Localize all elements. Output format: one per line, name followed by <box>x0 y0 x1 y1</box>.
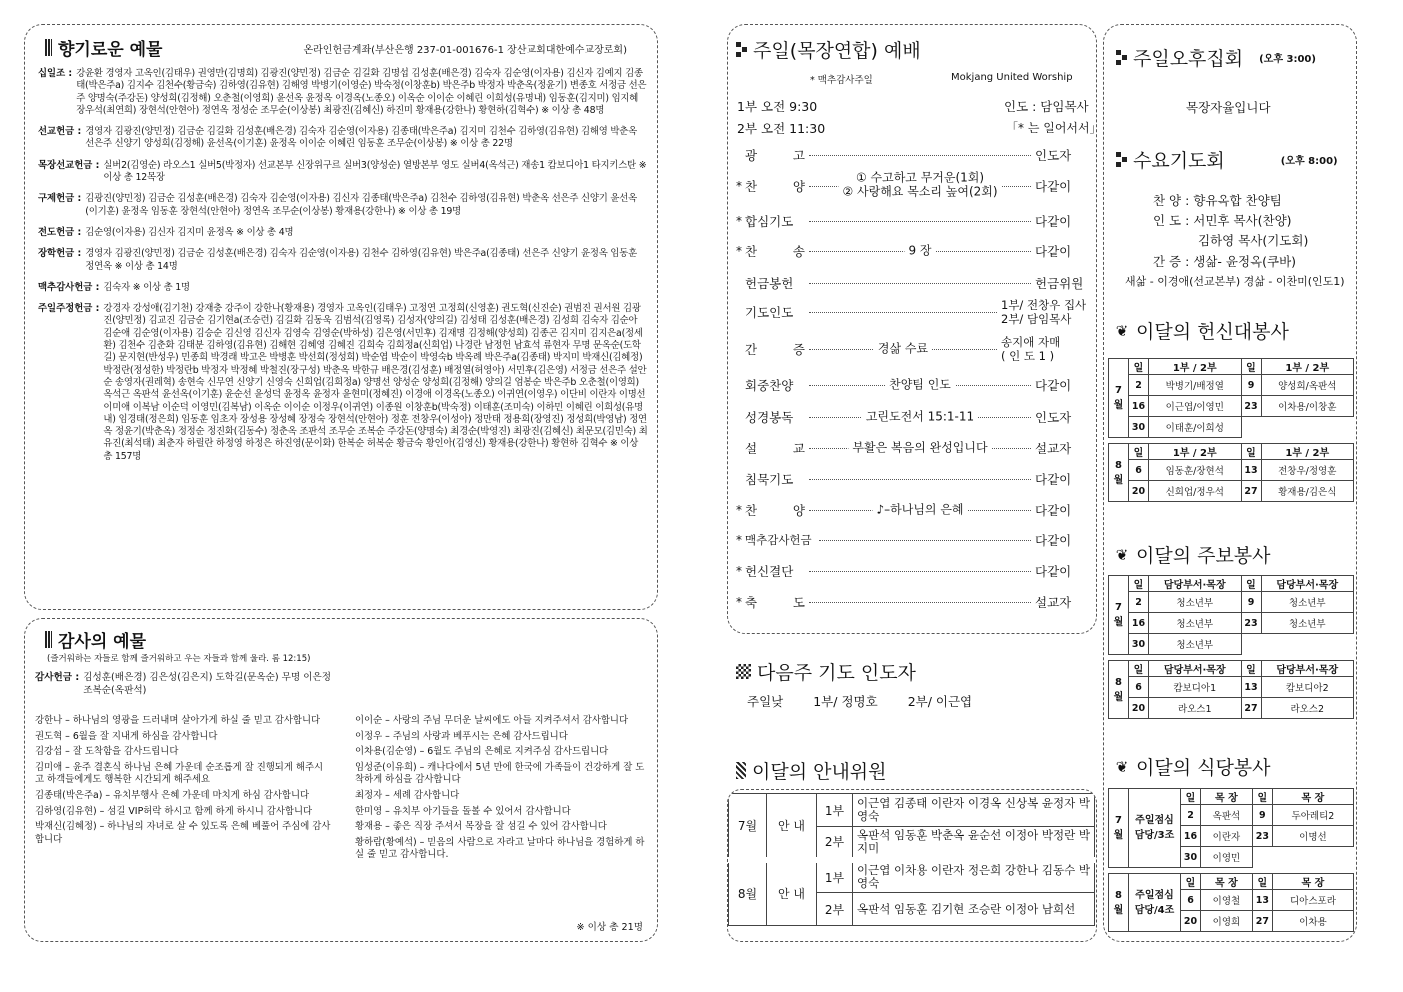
dotted-leader <box>809 312 997 313</box>
thanks-column-1 <box>35 715 331 849</box>
thanks-panel <box>24 618 658 942</box>
offering-names: 김숙자 ※ 이상 총 1명 <box>103 281 190 293</box>
schedule-name: 옥판석 <box>1201 805 1253 826</box>
schedule-header-cell: 담당부서·목장 <box>1149 661 1242 677</box>
thanks-offering: 감사헌금 : 김성훈(배은경) 김은성(김은지) 도학길(문옥순) 무명 이은정 조복순(옥판석) <box>35 672 332 696</box>
schedule-row <box>1109 375 1354 396</box>
worship-item-leader: 다같이 <box>1035 179 1072 194</box>
wednesday-praise: 찬 양 : 향유옥합 찬양팀 <box>1153 193 1282 208</box>
worship-item-name: 설 교 <box>745 441 805 456</box>
dedication-title: ❦ 이달의 헌신대봉사 <box>1115 321 1289 343</box>
worship-item <box>733 170 1089 199</box>
thanks-verse: (즐거워하는 자들로 함께 즐거워하고 우는 자들과 함께 울라. 롬 12:15) <box>47 654 311 664</box>
schedule-day: 20 <box>1129 481 1149 502</box>
worship-item-name: 간 증 <box>745 342 805 357</box>
guide-part: 2부 <box>817 893 853 926</box>
offering-label: 십일조 : <box>38 68 73 79</box>
schedule-header-cell: 일 <box>1181 874 1201 890</box>
schedule-row <box>1109 396 1354 417</box>
thanks-item: 이이순 – 사랑의 주님 무더운 날씨에도 아들 지켜주셔서 감사합니다 <box>355 715 629 726</box>
schedule-day: 20 <box>1129 698 1149 719</box>
schedule-day: 13 <box>1241 460 1261 481</box>
schedule-name: 이차용 <box>1272 911 1353 932</box>
guide-names: 옥판석 임동훈 김기현 조승란 이정아 남희선 <box>853 893 1095 926</box>
worship-item-leader: 설교자 <box>1035 441 1072 456</box>
category-line: 담당/3조 <box>1134 830 1175 841</box>
schedule-month <box>1109 661 1129 719</box>
thanks-item: 이정우 – 주님의 사랑과 베푸시는 은혜 감사드립니다 <box>355 730 568 742</box>
schedule-header-cell: 목 장 <box>1272 789 1353 805</box>
worship-item <box>733 438 1089 458</box>
schedule-name: 라오스2 <box>1261 698 1354 719</box>
worship-item-content: ♪–하나님의 은혜 <box>872 502 967 516</box>
schedule-header-cell: 일 <box>1252 874 1272 890</box>
offering-row <box>38 160 648 185</box>
schedule-name: 디아스포라 <box>1272 890 1353 911</box>
schedule-day: 9 <box>1241 375 1261 396</box>
worship-item <box>733 375 1089 395</box>
worship-item-name: 헌신결단 <box>745 564 794 579</box>
schedule-name: 라오스1 <box>1149 698 1242 719</box>
schedule-name: 이근엽/이영민 <box>1149 396 1242 417</box>
service-title: 주일(목장연합) 예배 <box>736 36 921 63</box>
schedule-name: 이영희 <box>1201 911 1253 932</box>
thanks-item: 황하람(황예석) – 믿음의 사람으로 자라고 날마다 하나님을 경험하게 하실 줄 믿고 감사합니다. <box>355 836 645 861</box>
worship-item-leader: 다같이 <box>1035 503 1072 518</box>
checker-icon <box>736 664 751 679</box>
schedule-name: 이란자 <box>1201 826 1253 847</box>
stand-mark: * <box>736 179 742 193</box>
offering-names: 김순영(이자용) 김신자 김지미 윤정옥 ※ 이상 총 4명 <box>85 226 294 238</box>
schedule-day <box>1241 417 1261 438</box>
worship-item-name: 찬 송 <box>745 244 805 259</box>
offering-row <box>38 126 648 151</box>
service-leader: 인도 : 담임목사 <box>1004 99 1089 114</box>
dotted-leader <box>809 602 1031 603</box>
schedule-row <box>1109 698 1354 719</box>
schedule-name <box>1272 847 1353 868</box>
schedule-day: 16 <box>1129 396 1149 417</box>
squares-icon <box>1116 152 1127 167</box>
thanks-item: 한미영 – 유치부 아기들을 돌볼 수 있어서 감사합니다 <box>355 805 571 817</box>
schedule-day: 20 <box>1181 911 1201 932</box>
offering-row <box>38 193 648 218</box>
dotted-leader <box>819 540 1031 541</box>
worship-item-leader: 인도자 <box>1035 148 1072 163</box>
offering-list <box>38 68 648 472</box>
dotted-leader <box>809 439 1031 454</box>
offering-row <box>38 68 648 117</box>
worship-item-name: 맥추감사헌금 <box>745 533 812 547</box>
worship-item-content: 9 장 <box>904 243 935 257</box>
thanks-item: 강한나 – 하나님의 영광을 드러내며 살아가게 하실 줄 믿고 감사합니다 <box>35 715 321 726</box>
stand-mark: * <box>736 595 742 609</box>
stand-note: 「* 는 일어서서」 <box>1006 121 1102 135</box>
schedule-name: 이차용/이창훈 <box>1261 396 1354 417</box>
worship-item-name: 침묵기도 <box>745 472 794 487</box>
worship-item-content: 찬양팀 인도 <box>885 377 955 391</box>
schedule-day: 13 <box>1252 890 1272 911</box>
dotted-leader <box>809 221 1031 222</box>
schedule-header-cell: 일 <box>1129 359 1149 375</box>
schedule-name: 황재용/김은식 <box>1261 481 1354 502</box>
guide-row <box>729 794 1095 827</box>
schedule-day: 9 <box>1252 805 1272 826</box>
worship-item-leader: 다같이 <box>1035 378 1072 393</box>
schedule-day: 6 <box>1129 677 1149 698</box>
worship-item-leader: 1부/ 전창우 집사 2부/ 담임목사 <box>1001 298 1087 326</box>
service-time-1: 1부 오전 9:30 <box>737 99 818 114</box>
guide-row <box>729 860 1095 893</box>
weekly-title: ❦ 이달의 주보봉사 <box>1115 545 1271 567</box>
schedule-header-cell: 일 <box>1241 576 1261 592</box>
schedule-day <box>1252 847 1272 868</box>
bar-icon <box>45 631 52 648</box>
worship-item <box>733 530 1089 550</box>
offering-names: 강윤환 경영자 고옥인(김태우) 권영만(김명희) 김광진(양민정) 김금순 김길화 김명섭 김성훈(배은경) 김숙자 김순영(이자용) 김신자 김예지 김종태(박은주a) 김지수 김천수(황금숙) 김하영(김유현) 김해영 박병기(이영순) 박숙정(이창훈b) 박은주b 박정자 박춘옥(정윤기) 변종호 서정금 선은주 양명숙(주강돈) 양성희(김정해) 오춘철(이영희) 윤선옥 윤정옥 이경옥(노종오) 이옥순 이이순 이혜린 이희성(유명내) 임동훈(김지미) 임지혜 장우석(최연희) 장현석(안현아) 정연옥 정성순 조무순(이상봉) 최광진(김혜신) 하진미 황재용(강한나) 황현하(김혁수) ※ 이상 총 48명 <box>76 68 647 116</box>
stand-mark: * <box>736 533 742 547</box>
schedule-header-cell: 1부 / 2부 <box>1149 359 1242 375</box>
stand-mark: * <box>736 214 742 228</box>
schedule-name: 이영민 <box>1201 847 1253 868</box>
offering-names: 김광진(양민정) 김금순 김성훈(배은경) 김숙자 김순영(이자용) 김신자 김종태(박은주a) 김천수 김하영(김유현) 박춘옥 선은주 신양기 윤선옥(이기훈) 윤정옥 임동훈 장현석(안현아) 정연옥 조무순(이상봉) 황재용(강한나) ※ 이상 총 19명 <box>85 193 637 217</box>
offering-label: 전도헌금 : <box>38 226 82 238</box>
worship-item <box>733 298 1089 326</box>
thanks-column-2 <box>355 715 649 865</box>
worship-item <box>733 500 1089 520</box>
schedule-header-cell: 일 <box>1181 789 1201 805</box>
service-english: Mokjang United Worship <box>951 72 1073 83</box>
schedule-month <box>1109 444 1129 502</box>
heart-icon: ❦ <box>1115 545 1129 564</box>
dotted-leader <box>809 155 1031 156</box>
offering-label: 구제헌금 : <box>38 193 82 205</box>
stand-mark: * <box>736 564 742 578</box>
dotted-leader <box>809 479 1031 480</box>
worship-item-name: 기도인도 <box>745 305 794 320</box>
worship-item <box>733 335 1089 363</box>
schedule-header-cell: 1부 / 2부 <box>1261 444 1354 460</box>
wednesday-leader-2: 김하영 목사(기도회) <box>1198 233 1309 248</box>
worship-item-leader: 다같이 <box>1035 472 1072 487</box>
schedule-day: 16 <box>1181 826 1201 847</box>
offering-names: 실버2(김영순) 라오스1 실버5(박정자) 선교본부 신장위구르 실버3(양성순) 열방본부 영도 실버4(옥석근) 재송1 캄보디아1 타지키스탄 ※ 이상 총 12목장 <box>103 159 647 184</box>
thanks-item: 김강섭 – 잘 도착함을 감사드립니다 <box>35 746 179 758</box>
schedule-day: 6 <box>1181 890 1201 911</box>
thanks-item: 김하영(김유현) – 섬길 VIP허락 하시고 함께 하게 하시니 감사합니다 <box>35 805 313 817</box>
schedule-name <box>1261 634 1354 655</box>
schedule-name: 이태훈/이희성 <box>1149 417 1242 438</box>
schedule-month <box>1109 576 1129 655</box>
worship-item-name: 찬 양 <box>745 503 805 518</box>
afternoon-title: 주일오후집회 (오후 3:00) <box>1116 44 1316 71</box>
worship-item <box>733 469 1089 489</box>
offerings-panel <box>24 24 658 610</box>
thanks-item: 임성준(이유희) – 캐나다에서 5년 만에 한국에 가족들이 건강하게 잘 도착하게 하심을 감사합니다 <box>355 761 645 786</box>
offerings-title: 향기로운 예물 <box>45 35 162 60</box>
service-subtitle: * 맥추감사주일 <box>810 75 873 86</box>
schedule-header <box>1109 661 1354 677</box>
offering-row <box>38 248 648 273</box>
heart-icon: ❦ <box>1115 757 1129 776</box>
schedule-name: 신희업/정우석 <box>1149 481 1242 502</box>
schedule-header-cell: 일 <box>1241 444 1261 460</box>
offering-names: 강경자 강성애(김기천) 강재충 강주이 강한나(황재용) 경영자 고옥인(김태우) 고정연 고정희(신영훈) 권도혁(신진순) 권범진 권서원 김광진(양민정) 김교진 김금순 김기현a(조승런) 김길화 김동욱 김범석(김영록) 김성자(양의길) 김성태 김성훈(배은경) 김성희 김숙자 김순아 김순애 김순영(이자용) 김승순 김신영 김신자 김영숙 김영순(박하성) 김은영(서민후) 김재명 김정해(양성희) 김종곤 김지미 김지은a(정세환) 김천수 김춘화 김태분 김하영(김유현) 김해현 김혜영 김혜진 김희숙 김희정a(신희업) 나경란 남정헌 남효석 류현자 무명 문옥순(도학길) 문지현(반성우) 민종희 박경래 박고은 박병훈 박선희(정성희) 박순엽 박순이 박영숙b 박옥례 박은주a(김종태) 박지미 박재신(김혜정) 박정란(정성한) 박정란b 박정자 박정혜 박철진(장구성) 박춘옥 박한규 배은경(김성훈) 배정열(허영아) 서민후(김은영) 서정금 선은주 설안순 송영자(권레혁) 송현숙 신무연 신양기 신영숙 신희업(김희정a) 양명선 양성순 양성희(김정해) 양의길 엄봉순 박은주b 오춘철(이영희) 옥석근 옥판석 윤선옥(이기훈) 윤순선 윤성덕 윤정옥 윤정자 윤현미(정혜진) 이경애 이경옥(노종오) 이귀연(이영우) 이단비 이란자 이명선 이미애 이복남 이순덕 이영민(김복남) 이옥순 이이순 이정우(이귀연) 이종원 이창훈b(박숙정) 이태훈(조미숙) 이하민 이혜린 이희성(유명내) 임경태(정은희) 임동훈 임초자 장성용 장성혜 장정숙 장현석(안현아) 정훈 전창우(이성아) 정만태 정용희(장영진) 정성희(박영남) 정연옥 정윤기(박춘옥) 정정순 정진화(김동수) 정춘옥 조판석 조무순 조복순 주강돈(양명숙) 최경순(박영진) 최광진(김혜신) 최문모(김민숙) 최유진(최석태) 최춘자 하릴란 하정영 하정은 하진영(문이화) 한복순 허복순 황금숙 황인아(김영신) 황재용(강한나) 황현하 김혁수 ※ 이상 총 157명 <box>103 303 648 462</box>
worship-item-leader: 다같이 <box>1035 533 1072 548</box>
month-label: 7 월 <box>1113 815 1124 841</box>
offering-row <box>38 303 648 463</box>
dotted-leader <box>809 340 997 355</box>
guide-names: 이근엽 김종태 이란자 이경옥 신상복 윤정자 박영숙 <box>853 794 1095 827</box>
schedule-name: 이영철 <box>1201 890 1253 911</box>
schedule-name <box>1261 417 1354 438</box>
schedule-row <box>1109 613 1354 634</box>
schedule-day: 16 <box>1129 613 1149 634</box>
schedule-day: 30 <box>1129 634 1149 655</box>
worship-item <box>733 211 1089 231</box>
guide-names: 옥판석 임동훈 박춘옥 윤순선 이정아 박정란 박지미 <box>853 827 1095 860</box>
worship-item-name: 성경봉독 <box>745 410 794 425</box>
schedule-day: 27 <box>1241 698 1261 719</box>
schedule-header-cell: 담당부서·목장 <box>1261 661 1354 677</box>
thanks-item: 이차용(김순영) – 6월도 주님의 은혜로 지켜주심 감사드립니다 <box>355 746 609 758</box>
account-info: 온라인헌금계좌(부산은행 237-01-001676-1 장산교회대한예수교장로회) <box>303 45 627 56</box>
thanks-item: 박재신(김혜정) – 하나님의 자녀로 살 수 있도록 은혜 베풀어 주심에 감사합니다 <box>35 821 331 845</box>
category-line: 주일점심 <box>1135 815 1174 826</box>
schedule-day: 23 <box>1241 396 1261 417</box>
worship-item-name: 축 도 <box>745 595 805 610</box>
month-label: 7 월 <box>1113 385 1124 411</box>
thanks-item: 황재용 – 좋은 직장 주셔서 목장을 잘 섬길 수 있어 감사합니다 <box>355 821 607 833</box>
hatch-icon <box>736 762 746 779</box>
offering-names: 경영자 김광진(양민정) 김금순 김길화 김성훈(배은경) 김숙자 김순영(이자용) 김종태(박은주a) 김지미 김천수 김하영(김유현) 김해영 박춘옥 선은주 신양기 양성희(김정해) 윤선옥(이기훈) 윤정옥 이이순 이혜린 임동훈 조무순(이상봉) ※ 이상 총 22명 <box>85 126 637 150</box>
worship-item-leader: 설교자 <box>1035 595 1072 610</box>
wednesday-testimony-2: 새삶 - 이경애(선교본부) 경삶 - 이찬미(인도1) <box>1125 275 1345 288</box>
meal-table <box>1108 788 1354 932</box>
squares-icon <box>1116 50 1127 65</box>
guides-table <box>728 793 1095 926</box>
schedule-name: 청소년부 <box>1261 613 1354 634</box>
schedule-day: 27 <box>1252 911 1272 932</box>
schedule-header <box>1109 874 1354 890</box>
guide-month: 8월 <box>729 860 767 926</box>
schedule-day: 13 <box>1241 677 1261 698</box>
thanks-total: ※ 이상 총 21명 <box>576 922 643 933</box>
dotted-leader <box>809 408 1031 423</box>
month-label: 8 월 <box>1113 676 1124 703</box>
guides-title: 이달의 안내위원 <box>736 757 887 784</box>
offering-row <box>38 282 648 294</box>
schedule-header-cell: 일 <box>1241 661 1261 677</box>
worship-item-name: 회중찬양 <box>745 378 794 393</box>
worship-item <box>733 273 1089 293</box>
schedule-header-cell: 일 <box>1129 444 1149 460</box>
heart-icon: ❦ <box>1115 321 1129 340</box>
guide-part: 1부 <box>817 794 853 827</box>
dotted-leader <box>809 283 1031 284</box>
worship-item-leader: 헌금위원 <box>1035 276 1084 291</box>
worship-item-leader: 다같이 <box>1035 564 1072 579</box>
worship-item-name: 찬 양 <box>745 179 805 194</box>
schedule-header-cell: 1부 / 2부 <box>1261 359 1354 375</box>
schedule-day: 30 <box>1129 417 1149 438</box>
wednesday-leader: 인 도 : 서민후 목사(찬양) <box>1153 213 1292 228</box>
schedule-header-cell: 일 <box>1129 661 1149 677</box>
afternoon-text: 목장자율입니다 <box>1186 100 1271 115</box>
guide-role: 안 내 <box>767 794 817 860</box>
dotted-leader <box>809 242 1031 257</box>
worship-item-leader: 다같이 <box>1035 214 1072 229</box>
month-label: 8 월 <box>1113 459 1124 486</box>
thanks-item: 권도혁 – 6월을 잘 지내게 하심을 감사합니다 <box>35 730 218 742</box>
schedule-header-cell: 목 장 <box>1201 789 1253 805</box>
schedule-name: 임동훈/장현석 <box>1149 460 1242 481</box>
schedule-header-cell: 목 장 <box>1201 874 1253 890</box>
schedule-day: 23 <box>1252 826 1272 847</box>
schedule-row <box>1109 460 1354 481</box>
schedule-day: 6 <box>1129 460 1149 481</box>
wednesday-title: 수요기도회 (오후 8:00) <box>1116 146 1338 173</box>
offering-label: 선교헌금 : <box>38 126 82 138</box>
thanks-item: 김미애 – 윤주 결혼식 하나님 은혜 가운데 순조롭게 잘 진행되게 해주시고 하객들에게도 행복한 시간되게 해주세요 <box>35 761 324 786</box>
schedule-day: 2 <box>1129 592 1149 613</box>
month-label: 8 월 <box>1113 889 1124 916</box>
worship-item-content: 부활은 복음의 완성입니다 <box>848 440 991 454</box>
category-line: 담당/4조 <box>1134 904 1175 916</box>
schedule-header-cell: 일 <box>1252 789 1272 805</box>
schedule-row <box>1109 677 1354 698</box>
worship-item-content: 고린도전서 15:1-11 <box>862 409 978 423</box>
schedule-row <box>1109 417 1354 438</box>
schedule-header-cell: 일 <box>1129 576 1149 592</box>
schedule-header-cell: 1부 / 2부 <box>1149 444 1242 460</box>
schedule-header-cell: 목 장 <box>1272 874 1353 890</box>
guide-part: 2부 <box>817 827 853 860</box>
stand-mark: * <box>736 503 742 517</box>
schedule-header-cell: 일 <box>1241 359 1261 375</box>
schedule-name: 청소년부 <box>1149 613 1242 634</box>
schedule-name: 캄보디아2 <box>1261 677 1354 698</box>
schedule-name: 캄보디아1 <box>1149 677 1242 698</box>
schedule-day: 30 <box>1181 847 1201 868</box>
schedule-header <box>1109 359 1354 375</box>
offering-label: 장학헌금 : <box>38 248 82 260</box>
thanks-title: 감사의 예물 <box>45 627 146 652</box>
schedule-header <box>1109 444 1354 460</box>
schedule-day: 27 <box>1241 481 1261 502</box>
worship-item-leader: 송지애 자매 ( 인 도 1 ) <box>1001 335 1061 363</box>
service-time-2: 2부 오전 11:30 <box>737 121 826 136</box>
schedule-day <box>1241 634 1261 655</box>
offering-label: 목장선교헌금 : <box>38 159 100 171</box>
worship-item <box>733 145 1089 165</box>
offering-label: 주일주정헌금 : <box>38 303 100 315</box>
guide-month: 7월 <box>729 794 767 860</box>
dotted-leader <box>809 376 1031 391</box>
schedule-name: 양성희/옥판석 <box>1261 375 1354 396</box>
schedule-row <box>1109 481 1354 502</box>
weekly-table <box>1108 575 1354 719</box>
schedule-name: 이명선 <box>1272 826 1353 847</box>
dotted-leader <box>809 170 1031 199</box>
schedule-month <box>1109 874 1129 932</box>
guide-part: 1부 <box>817 860 853 893</box>
schedule-header-cell: 담당부서·목장 <box>1261 576 1354 592</box>
squares-icon <box>736 42 747 57</box>
prayer-title: 다음주 기도 인도자 <box>736 658 916 685</box>
schedule-header <box>1109 789 1354 805</box>
worship-item <box>733 407 1089 427</box>
worship-item <box>733 561 1089 581</box>
dedication-table <box>1108 358 1354 502</box>
guides-panel <box>727 789 1097 942</box>
thanks-item: 김종태(박은주a) – 유치부행사 은혜 가운데 마치게 하심 감사합니다 <box>35 789 310 801</box>
offering-row <box>38 227 648 239</box>
bar-icon <box>45 39 52 56</box>
schedule-name: 청소년부 <box>1149 592 1242 613</box>
schedule-month <box>1109 359 1129 438</box>
schedule-day: 23 <box>1241 613 1261 634</box>
thanks-item: 최정자 – 세례 감사합니다 <box>355 789 460 801</box>
schedule-month <box>1109 789 1129 868</box>
guide-role: 안 내 <box>767 860 817 926</box>
prayer-leaders: 주일낮 1부/ 정명호 2부/ 이근엽 <box>747 694 973 709</box>
worship-item-leader: 다같이 <box>1035 244 1072 259</box>
worship-item-leader: 인도자 <box>1035 410 1072 425</box>
dotted-leader <box>809 501 1031 516</box>
worship-item-name: 합심기도 <box>745 214 794 229</box>
meal-title: ❦ 이달의 식당봉사 <box>1115 757 1271 779</box>
schedule-day: 2 <box>1129 375 1149 396</box>
schedule-row <box>1109 634 1354 655</box>
schedule-header-cell: 담당부서·목장 <box>1149 576 1242 592</box>
worship-item-name: 헌금봉헌 <box>745 276 794 291</box>
dotted-leader <box>809 571 1031 572</box>
worship-item-name: 광 고 <box>745 148 805 163</box>
offering-names: 경영자 김광진(양민정) 김금순 김성훈(배은경) 김숙자 김순영(이자용) 김천수 김하영(김유현) 박은주a(김종태) 선은주 신양기 윤정옥 임동훈 정연옥 ※ 이상 총 14명 <box>85 248 637 272</box>
guide-names: 이근엽 이차용 이란자 정은희 강한나 김동수 박영숙 <box>853 860 1095 893</box>
schedule-header <box>1109 576 1354 592</box>
worship-item-content: 경삶 수료 <box>874 341 932 355</box>
month-label: 7 월 <box>1113 602 1124 628</box>
worship-item <box>733 241 1089 261</box>
schedule-category <box>1129 874 1181 932</box>
schedule-row <box>1109 592 1354 613</box>
worship-item <box>733 592 1089 612</box>
schedule-name: 두아레티2 <box>1272 805 1353 826</box>
schedule-name: 전창우/정영훈 <box>1261 460 1354 481</box>
stand-mark: * <box>736 244 742 258</box>
schedule-day: 2 <box>1181 805 1201 826</box>
schedule-name: 청소년부 <box>1149 634 1242 655</box>
worship-item-content: ① 수고하고 무거운(1회) ② 사랑해요 목소리 높여(2회) <box>838 170 1001 198</box>
schedule-category <box>1129 789 1181 868</box>
schedule-name: 청소년부 <box>1261 592 1354 613</box>
offering-label: 맥추감사헌금 : <box>38 281 100 293</box>
category-line: 주일점심 <box>1135 889 1174 901</box>
schedule-day: 9 <box>1241 592 1261 613</box>
schedule-name: 박병기/배정열 <box>1149 375 1242 396</box>
wednesday-testimony: 간 증 : 생삶- 윤정옥(쿠바) <box>1153 254 1297 269</box>
